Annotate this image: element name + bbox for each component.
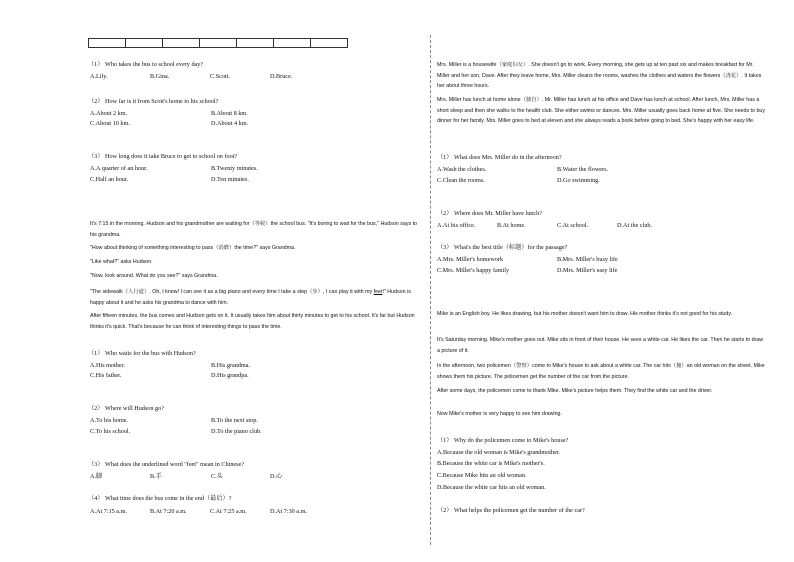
passage-paragraph: "Now, look around. What do you see?" says Grandma. bbox=[90, 273, 218, 279]
passage-paragraph: Mrs. Miller is a housewife（家庭妇女）. She doesn't go to work. Every morning, she gets up at ten past six and makes breakfast for Mr. Miller and her son, Dave. After they leave home, Mrs. Miller cleans the rooms, washes the clothes and waters the flowers（浇花）. It takes her about three hours. bbox=[437, 62, 762, 89]
question-what-time: （4） What time does the bus come in the end（最后）? bbox=[88, 495, 232, 502]
question-feet-meaning: （3） What does the underlined word "feet" mean in Chinese? bbox=[88, 461, 245, 468]
passage-paragraph: Mrs. Miller has lunch at home alone（独自）. Mr. Miller has lunch at his office and Dave has lunch at school. After lunch, Mrs. Miller has a short sleep and then she walks to the health club. She either swims or dances. Mrs. Miller usually goes back home at five. She needs to buy dinner for her family. Mrs. Miller goes to bed at eleven and she always reads a book before going to bed. She's happy with her easy life. bbox=[437, 97, 765, 124]
option-b: B.His grandma. bbox=[211, 362, 251, 369]
option-d: D.About 4 km. bbox=[211, 120, 249, 127]
passage-paragraph: After fifteen minutes, the bus comes and Hudson gets on it. It usually takes him about thirty minutes to get to his school. It's far but Hudson thinks it's quick. That's because he can think of interesting things to pass the time. bbox=[90, 313, 415, 330]
option-c: C.His father. bbox=[90, 372, 122, 379]
option-b: B.Gina. bbox=[150, 73, 170, 80]
option-b: B.At home. bbox=[497, 222, 526, 229]
option-c: C.Half an hour. bbox=[90, 176, 129, 183]
option-b: B.手 bbox=[150, 473, 162, 480]
question-afternoon: （1） What does Mrs. Miller do in the afternoon? bbox=[437, 154, 562, 161]
score-table bbox=[88, 38, 348, 48]
passage-paragraph: Now Mike's mother is very happy to see him drawing. bbox=[437, 411, 562, 417]
column-divider bbox=[430, 35, 431, 545]
question-where-go: （2） Where will Hudson go? bbox=[88, 405, 164, 412]
option-c: C.At 7:25 a.m. bbox=[210, 508, 247, 515]
underlined-word: feet bbox=[373, 289, 383, 295]
option-c: C.To his school. bbox=[90, 428, 131, 435]
option-d: D.To the piano club. bbox=[211, 428, 262, 435]
option-a: A.Because the old woman is Mike's grandmother. bbox=[437, 449, 561, 456]
option-a: A.Mrs. Miller's homework bbox=[437, 256, 504, 263]
option-b: B.Twenty minutes. bbox=[211, 165, 258, 172]
option-c: C.About 10 km. bbox=[90, 120, 130, 127]
option-b: B.Mrs. Miller's busy life bbox=[557, 256, 618, 263]
right-column bbox=[437, 0, 772, 562]
passage-paragraph: "How about thinking of something interesting to pass（消磨）the time?" says Grandma. bbox=[90, 245, 296, 251]
option-c: C.Mrs. Miller's happy family bbox=[437, 267, 510, 274]
option-d: D.Mrs. Miller's easy life bbox=[557, 267, 618, 274]
passage-paragraph: "Like what?" asks Hudson. bbox=[90, 259, 153, 265]
question-how-far: （2） How far is it from Scott's home to his school? bbox=[88, 98, 219, 105]
passage-paragraph: It's Saturday morning. Mike's mother goes out. Mike sits in front of their house. He sees a white car. He likes the car. Then he starts to draw a picture of it. bbox=[437, 337, 764, 354]
passage-paragraph: Mike is an English boy. He likes drawing, but his mother doesn't want him to draw. His mother thinks it's not good for his study. bbox=[437, 311, 733, 317]
option-b: B.Because the white car is Mike's mother's. bbox=[437, 460, 545, 467]
question-what-helps: （2） What helps the policemen get the number of the car? bbox=[437, 507, 585, 514]
option-c: C.Clean the rooms. bbox=[437, 177, 485, 184]
option-a: A.To his home. bbox=[90, 417, 129, 424]
option-a: A.脚 bbox=[90, 473, 103, 480]
option-b: B.To the next stop. bbox=[211, 417, 258, 424]
option-c: C.Scott. bbox=[210, 73, 230, 80]
left-column bbox=[88, 0, 424, 562]
option-a: A.Wash the clothes. bbox=[437, 166, 487, 173]
question-why-policemen: （1） Why do the policemen come to Mike's house? bbox=[437, 437, 569, 444]
question-where-lunch: （2） Where does Mr. Miller have lunch? bbox=[437, 210, 542, 217]
passage-paragraph: "The sidewalk（人行道）. Oh, I know! I can see it as a big piano and every time I take a step（步）, I can play it with my feet!" Hudson is happy about it and he asks his grandma to dance with him. bbox=[90, 289, 411, 306]
option-a: A.A quarter of an hour. bbox=[90, 165, 148, 172]
option-b: B.About 8 km. bbox=[211, 110, 248, 117]
option-d: D.Because the white car hits an old woman. bbox=[437, 484, 546, 491]
question-who-waits: （1） Who waits for the bus with Hudson? bbox=[88, 350, 196, 357]
option-d: D.Ten minutes. bbox=[211, 176, 249, 183]
option-a: A.About 2 km. bbox=[90, 110, 128, 117]
option-c: C.Because Mike hits an old woman. bbox=[437, 472, 527, 479]
option-d: D.Bruce. bbox=[270, 73, 293, 80]
option-a: A.Lily. bbox=[90, 73, 108, 80]
option-c: C.At school. bbox=[557, 222, 589, 229]
option-b: B.At 7:20 a.m. bbox=[150, 508, 187, 515]
option-a: A.His mother. bbox=[90, 362, 125, 369]
option-a: A.At his office. bbox=[437, 222, 476, 229]
option-d: D.At 7:30 a.m. bbox=[270, 508, 307, 515]
option-d: D.At the club. bbox=[617, 222, 653, 229]
passage-paragraph: It's 7:15 in the morning. Hudson and his grandmother are waiting for（等候）the school bus. "It's boring to wait for the bus," Hudson says to his grandma. bbox=[90, 221, 418, 238]
question-best-title: （3） What's the best title（标题）for the passage? bbox=[437, 244, 568, 251]
option-d: D.心 bbox=[270, 473, 283, 480]
question-how-long: （3） How long does it take Bruce to get to school on foot? bbox=[88, 153, 238, 160]
option-b: B.Water the flowers. bbox=[557, 166, 609, 173]
option-c: C.头 bbox=[211, 473, 223, 480]
question-who-takes-bus: （1） Who takes the bus to school every day? bbox=[88, 61, 204, 68]
passage-paragraph: In the afternoon, two policemen（警察）come to Mike's house to ask about a white car. The car hits（撞）an old woman on the street. Mike shows them his picture. The policemen get the number of the car from the picture. bbox=[437, 363, 765, 380]
option-d: D.Go swimming. bbox=[557, 177, 600, 184]
option-a: A.At 7:15 a.m. bbox=[90, 508, 127, 515]
passage-paragraph: After some days, the policemen come to thank Mike. Mike's picture helps them. They find the white car and the driver. bbox=[437, 388, 713, 394]
option-d: D.His grandpa. bbox=[211, 372, 249, 379]
